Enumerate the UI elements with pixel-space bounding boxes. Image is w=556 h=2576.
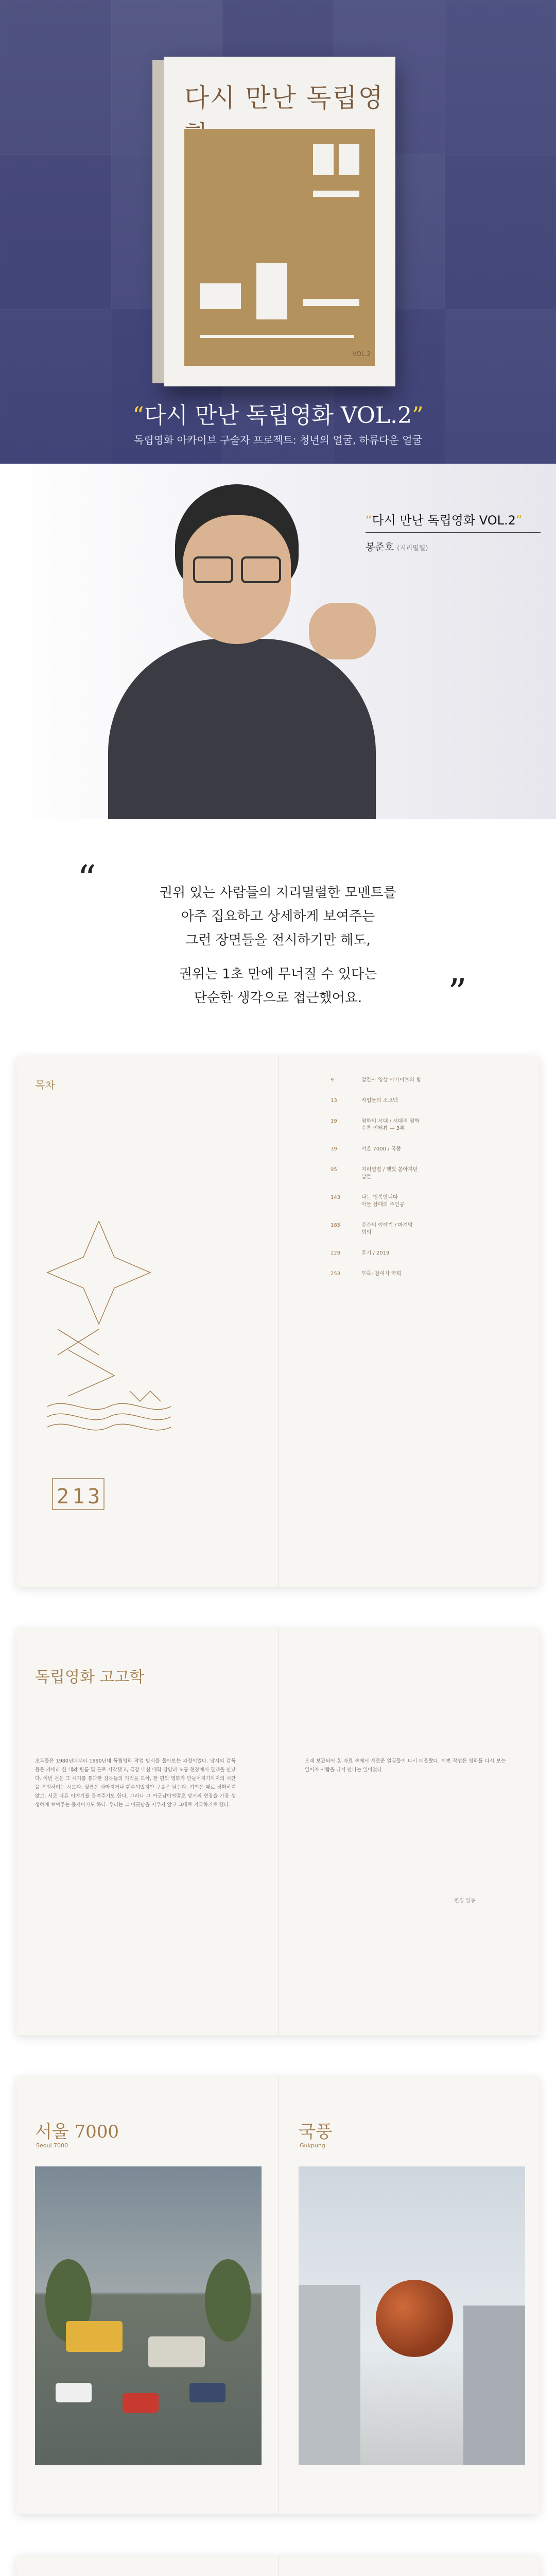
director-caption: [366, 510, 541, 553]
contents-item: 19 영화의 시대 / 시대의 영화 수록 인터뷰 — 3부: [331, 1118, 420, 1131]
director-photo: [88, 484, 376, 819]
book-cover: [164, 57, 395, 386]
film-title-right: 국풍: [299, 2122, 333, 2142]
essay-text-left: 초록들은 1980년대부터 1990년대 독립영화 작업 방식을 돌아보는 과정이었다. 당시의 감독들은 카메라 한 대와 필름 몇 롤로 시작했고, 극장 대신 대학 강당과 노동 현장에서 관객을 만났다. 이번 권은 그 시기를 통과한 감독들의 기억을 모아, 한 편의 영화가 만들어지기까지의 시간을 복원하려는 시도다. 필름은 사라지거나 훼손되었지만 구술은 남는다. 기억은 때로 정확하지 않고, 서로 다른 이야기를 들려주기도 한다. 그러나 그 어긋남이야말로 당시의 현장을 가장 생생하게 보여주는 증거이기도 하다. 우리는 그 어긋남을 지우지 않고 그대로 기록하기로 했다.: [35, 1758, 236, 1808]
book-cover-art: [184, 129, 375, 366]
films-spread: [0, 2056, 556, 2535]
film-still-ball: [299, 2166, 525, 2465]
contents-item: 95 지리멸렬 / 햇빛 쏟아지던 날들: [331, 1167, 418, 1180]
essay-text-right: 오래 보관되어 온 자료 속에서 새로운 얼굴들이 다시 떠올랐다. 이번 작업은 영화를 다시 보는 일이자 사람을 다시 만나는 일이었다.: [305, 1758, 506, 1773]
hero-title: “다시 만난 독립영화 VOL.2”: [132, 402, 424, 429]
stamp-number: 213: [57, 1485, 103, 1509]
director-name: 봉준호 (지리멸렬): [366, 541, 428, 553]
film-still-seoul-street: [35, 2166, 262, 2465]
quote-close-mark: ”: [448, 971, 467, 1014]
director-caption-title: “다시 만난 독립영화 VOL.2”: [366, 510, 541, 533]
contents-item: 13 작업들의 소고백: [331, 1098, 398, 1104]
quote-text: 권위 있는 사람들의 지리멸렬한 모멘트를 아주 집요하고 상세하게 보여주는 그런 장면들을 전시하기만 해도, 권위는 1초 만에 무너질 수 있다는 단순한 생각으로 접근했어요.: [159, 885, 397, 1006]
film-english-title-left: Seoul 7000: [36, 2142, 68, 2149]
quote-section: [0, 819, 556, 1030]
director-film: (지리멸렬): [397, 545, 428, 552]
book-cover-volume: VOL.2: [352, 350, 371, 358]
essay-signature: 편집 일동: [454, 1898, 476, 1904]
essay-title: 독립영화 고고학: [35, 1668, 145, 1686]
film-english-title-right: Gukpung: [300, 2142, 325, 2149]
contents-item: 229 후기 / 2019: [331, 1250, 390, 1256]
contents-heading: 목차: [35, 1079, 55, 1091]
director-portrait-section: [0, 464, 556, 819]
contents-list: [331, 1077, 516, 1291]
contents-item: 253 부록: 참여자 약력: [331, 1271, 402, 1277]
quote-open-mark: “: [77, 857, 96, 901]
contents-item: 185 중간의 이야기 / 마지막 회의: [331, 1223, 413, 1235]
contents-spread: [0, 1036, 556, 1607]
interview-spread: [0, 2535, 556, 2576]
contents-item: 143 나는 행복합니다 아들 삼대의 주인공: [331, 1195, 405, 1208]
essay-spread: [0, 1607, 556, 2056]
hero-banner: [0, 0, 556, 464]
contents-item: 9 발간사 영상 아카이브의 힘: [331, 1077, 421, 1083]
contents-item: 39 서울 7000 / 국풍: [331, 1146, 401, 1152]
hero-subtitle: 독립영화 아카이브 구술자 프로젝트: 청년의 얼굴, 하류다운 얼굴: [134, 434, 422, 446]
book-cover-title: 다시 만난 독립영: [184, 83, 384, 113]
film-title-left: 서울 7000: [35, 2122, 119, 2142]
